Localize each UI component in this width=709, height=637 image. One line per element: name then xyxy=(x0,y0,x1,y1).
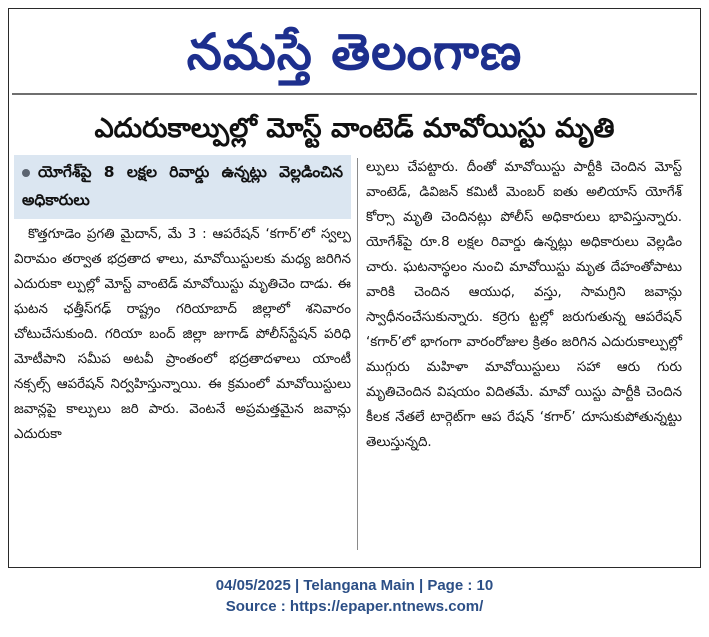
newspaper-masthead: నమస్తే తెలంగాణ xyxy=(186,23,523,81)
summary-box xyxy=(14,155,351,219)
article-column-right xyxy=(366,155,682,455)
masthead-divider xyxy=(12,93,697,95)
article-headline: ఎదురుకాల్పుల్లో మోస్ట్ వాంటెడ్ మావోయిస్టు మృతి xyxy=(94,113,615,144)
bullet-dot-icon xyxy=(22,169,30,177)
source-link[interactable]: Source : https://epaper.ntnews.com/ xyxy=(225,598,484,615)
article-column-left xyxy=(14,155,351,447)
column-divider xyxy=(357,158,358,550)
article-body-right: ల్పులు చేపట్టారు. దీంతో మావోయిస్టు పార్టీకి చెందిన మోస్ట్ వాంటెడ్, డివిజన్ కమిటీ మెంబర్ ఐతు అలియాస్ యోగేశ్ కోర్సా మృతి చెందినట్లు పోలీస్ అధికారులు భావిస్తున్నారు. యోగేశ్‌పై రూ.8 లక్షల రివార్డు ఉన్నట్లు అధికారులు వెల్లడిం చారు. ఘటనాస్థలం నుంచి మావోయిస్టు మృత దేహంతోపాటు వారికి చెందిన ఆయుధ, వస్తు, సామగ్రిని జవాన్లు స్వాధీనంచేసుకున్నారు. కర్రెగు ట్టల్లో జరుగుతున్న ఆపరేషన్ ‘కగార్’లో భాగంగా వారంరోజుల క్రితం జరిగిన ఎదురుకాల్పుల్లో ముగ్గురు మహిళా మావోయిస్టులు సహా ఆరు గురు మృతిచెందిన విషయం విదితమే. మావో యిస్టు పార్టీకి చెందిన కీలక నేతలే టార్గెట్‌గా ఆప రేషన్ ‘కగార్’ దూసుకుపోతున్నట్టు తెలుస్తున్నది. xyxy=(366,160,682,450)
article-body-left: కొత్తగూడెం ప్రగతి మైదాన్, మే 3 : ఆపరేషన్ ‘కగార్’లో స్వల్ప విరామం తర్వాత భద్రతాద ళాలు, మావోయిస్టులకు మధ్య జరిగిన ఎదురుకా ల్పుల్లో మోస్ట్ వాంటెడ్ మావోయిస్టు మృతిచెం దాడు. ఈ ఘటన ఛత్తీస్‌గఢ్ రాష్ట్రం గరియాబాద్ జిల్లాలో శనివారం చోటుచేసుకుంది. గరియా బంద్ జిల్లా జుగాడ్ పోలీస్‌స్టేషన్ పరిధి మోటీపాని సమీప అటవీ ప్రాంతంలో భద్రతాదళాలు యాంటీ నక్సల్స్ ఆపరేషన్ నిర్వహిస్తున్నాయి. ఈ క్రమంలో మావోయిస్టులు జవాన్లపై కాల్పులు జరి పారు. వెంటనే అప్రమత్తమైన జవాన్లు ఎదురుకా xyxy=(14,227,351,442)
summary-text: యోగేశ్‌పై 8 లక్షల రివార్డు ఉన్నట్లు వెల్లడించిన అధికారులు xyxy=(22,163,343,209)
edition-info: 04/05/2025 | Telangana Main | Page : 10 xyxy=(215,577,494,594)
